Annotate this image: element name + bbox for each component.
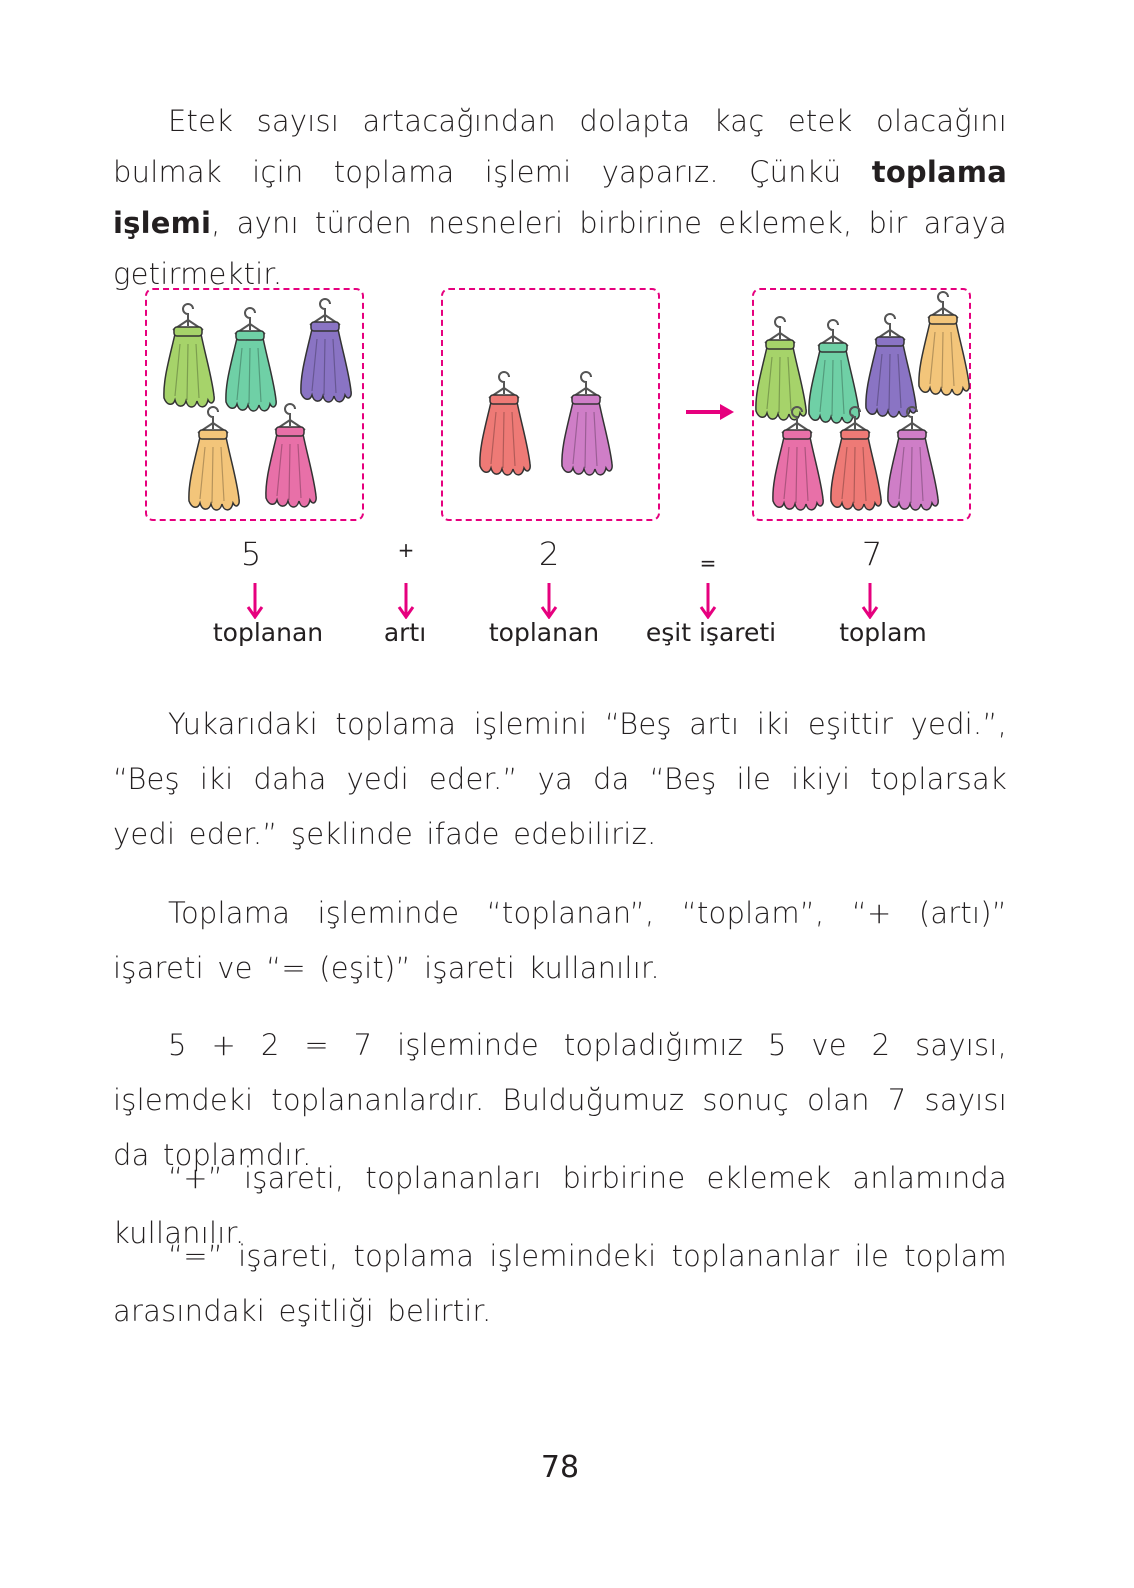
label-addend2: toplanan: [488, 618, 600, 647]
label-plus: artı: [383, 618, 427, 647]
paragraph-terms: [113, 886, 1007, 996]
intro-bold-term: toplama işlemi: [113, 155, 1007, 240]
skirt-on-hanger-icon: [768, 403, 826, 515]
skirt-on-hanger-icon: [184, 403, 242, 515]
paragraph-text: 5 + 2 = 7 işleminde topladığımız 5 ve 2 sayısı, işlemdeki toplananlardır. Bulduğumuz sonuç olan 7 sayısı da toplamdır.: [113, 1028, 1007, 1172]
equals-sign: =: [699, 551, 717, 575]
addend2-number: 2: [538, 535, 560, 573]
label-equals: eşit işareti: [645, 618, 777, 647]
skirt-on-hanger-icon: [914, 288, 972, 400]
paragraph-text: “=” işareti, toplama işlemindeki toplananlar ile toplam arasındaki eşitliği belirtir.: [113, 1239, 1007, 1328]
paragraph-text: “+” işareti, toplananları birbirine eklemek anlamında kullanılır.: [113, 1161, 1007, 1250]
sum-number: 7: [861, 535, 883, 573]
label-sum: toplam: [839, 618, 927, 647]
page-number: 78: [540, 1450, 580, 1485]
skirt-on-hanger-icon: [159, 300, 217, 412]
skirt-on-hanger-icon: [557, 368, 615, 480]
addend1-number: 5: [240, 535, 262, 573]
label-addend1: toplanan: [212, 618, 324, 647]
paragraph-equals-sign: [113, 1229, 1007, 1339]
skirt-on-hanger-icon: [296, 295, 354, 407]
down-arrow-icon: [699, 583, 717, 619]
right-arrow-icon: [684, 401, 736, 423]
intro-paragraph: [113, 96, 1007, 300]
addend2-box: [441, 288, 660, 521]
plus-sign: +: [397, 538, 415, 562]
intro-text: Etek sayısı artacağından dolapta kaç etek olacağını bulmak için toplama işlemi yaparız. Çünkü: [113, 104, 1007, 189]
paragraph-text: Yukarıdaki toplama işlemini “Beş artı iki eşittir yedi.”, “Beş iki daha yedi eder.” ya da “Beş ile ikiyi toplarsak yedi eder.” şeklinde ifade edebiliriz.: [113, 707, 1007, 851]
skirt-on-hanger-icon: [826, 403, 884, 515]
intro-text-end: , aynı türden nesneleri birbirine eklemek, bir araya getirmektir.: [113, 206, 1007, 291]
down-arrow-icon: [861, 583, 879, 619]
down-arrow-icon: [397, 583, 415, 619]
paragraph-expressions: [113, 697, 1007, 862]
skirt-on-hanger-icon: [475, 368, 533, 480]
skirt-on-hanger-icon: [883, 403, 941, 515]
down-arrow-icon: [540, 583, 558, 619]
skirt-on-hanger-icon: [261, 400, 319, 512]
paragraph-text: Toplama işleminde “toplanan”, “toplam”, “+ (artı)” işareti ve “= (eşit)” işareti kullanılır.: [113, 896, 1007, 985]
down-arrow-icon: [246, 583, 264, 619]
